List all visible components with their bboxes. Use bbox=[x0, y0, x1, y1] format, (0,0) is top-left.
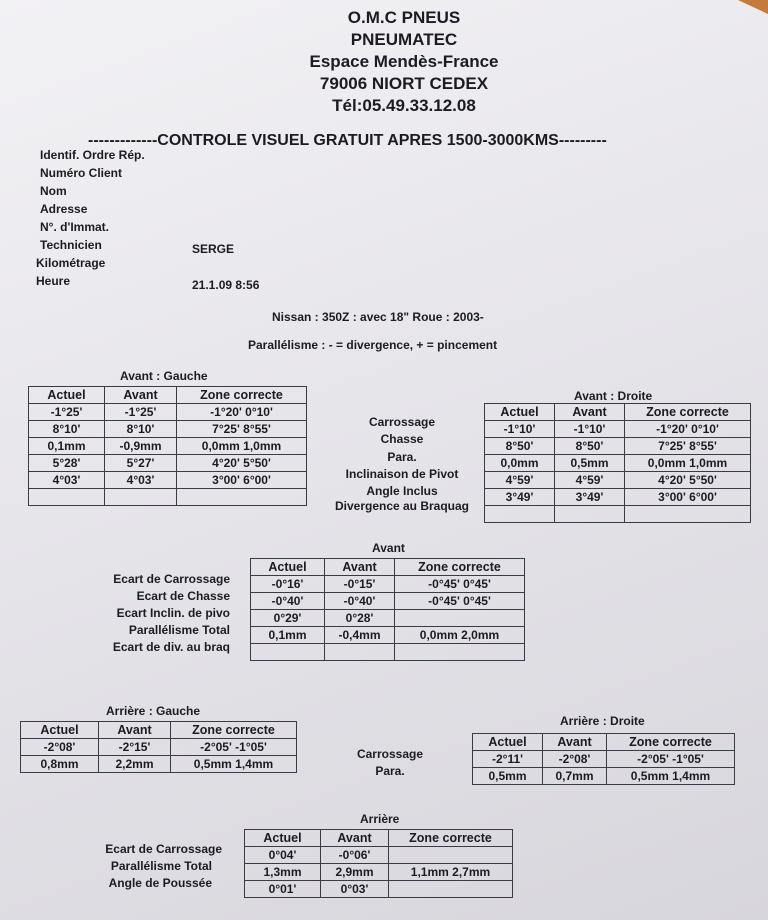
rear-diff-label-total-toe: Parallélisme Total bbox=[110, 859, 212, 873]
table-cell: -2°08' bbox=[21, 739, 99, 756]
table-cell: 1,3mm bbox=[245, 864, 321, 881]
table-cell: 0°03' bbox=[321, 881, 389, 898]
table-row bbox=[473, 768, 735, 785]
table-cell: -0°15' bbox=[325, 576, 395, 593]
table-cell: 4°59' bbox=[555, 472, 625, 489]
rear-diff-label-camber: Ecart de Carrossage bbox=[105, 842, 222, 856]
table-cell: 4°20' 5°50' bbox=[177, 455, 307, 472]
table-row bbox=[485, 472, 751, 489]
front-left-table bbox=[28, 386, 307, 506]
table-header-row bbox=[29, 387, 307, 404]
table-cell bbox=[395, 644, 525, 661]
field-label-name: Nom bbox=[40, 184, 67, 198]
company-name: O.M.C PNEUS bbox=[347, 8, 461, 27]
table-cell: -1°25' bbox=[29, 404, 105, 421]
table-cell: 0,0mm 1,0mm bbox=[625, 455, 751, 472]
table-row bbox=[485, 489, 751, 506]
table-cell: -0°45' 0°45' bbox=[395, 593, 525, 610]
table-cell: 0,8mm bbox=[21, 756, 99, 773]
vehicle-info: Nissan : 350Z : avec 18" Roue : 2003- bbox=[272, 310, 484, 324]
table-cell: 7°25' 8°55' bbox=[625, 438, 751, 455]
table-row bbox=[251, 593, 525, 610]
table-row bbox=[485, 438, 751, 455]
front-diff-label-steer: Ecart de div. au braq bbox=[112, 640, 230, 654]
rear-left-title: Arrière : Gauche bbox=[106, 704, 201, 718]
table-cell: 8°10' bbox=[105, 421, 177, 438]
table-cell: 0,5mm bbox=[473, 768, 543, 785]
front-diff-label-caster: Ecart de Chasse bbox=[136, 589, 230, 603]
front-label-steer-divergence: Divergence au Braquag bbox=[334, 499, 470, 513]
table-cell: -0,4mm bbox=[325, 627, 395, 644]
table-row bbox=[29, 421, 307, 438]
table-cell: -1°20' 0°10' bbox=[177, 404, 307, 421]
table-cell: -2°11' bbox=[473, 751, 543, 768]
rear-diff-title: Arrière bbox=[360, 812, 400, 826]
parallelism-note: Parallélisme : - = divergence, + = pincement bbox=[248, 338, 498, 352]
table-cell: 2,2mm bbox=[99, 756, 171, 773]
table-header-row bbox=[485, 404, 751, 421]
column-header-zone: Zone correcte bbox=[389, 830, 513, 847]
table-cell bbox=[555, 506, 625, 523]
table-row bbox=[245, 881, 513, 898]
rear-diff-rows bbox=[245, 847, 513, 898]
front-diff-rows bbox=[251, 576, 525, 661]
table-cell: 5°28' bbox=[29, 455, 105, 472]
table-cell: 0°01' bbox=[245, 881, 321, 898]
technician-value: SERGE bbox=[192, 242, 235, 256]
table-cell: 0,0mm 1,0mm bbox=[177, 438, 307, 455]
table-cell: -2°08' bbox=[543, 751, 607, 768]
table-row bbox=[29, 438, 307, 455]
table-row bbox=[251, 627, 525, 644]
table-cell: -0°45' 0°45' bbox=[395, 576, 525, 593]
table-cell: 3°00' 6°00' bbox=[177, 472, 307, 489]
field-label-client: Numéro Client bbox=[40, 166, 123, 180]
column-header-before: Avant bbox=[543, 734, 607, 751]
table-cell bbox=[251, 644, 325, 661]
field-label-mileage: Kilométrage bbox=[36, 256, 106, 270]
table-row bbox=[21, 739, 297, 756]
table-row bbox=[29, 404, 307, 421]
table-row bbox=[485, 421, 751, 438]
table-row bbox=[485, 506, 751, 523]
table-cell: 0,0mm bbox=[485, 455, 555, 472]
front-diff-label-kingpin: Ecart Inclin. de pivo bbox=[116, 606, 230, 620]
rear-label-camber: Carrossage bbox=[356, 747, 424, 761]
table-cell bbox=[625, 506, 751, 523]
table-cell: 0°29' bbox=[251, 610, 325, 627]
table-cell: -1°10' bbox=[555, 421, 625, 438]
table-cell: 8°50' bbox=[555, 438, 625, 455]
table-header-row bbox=[251, 559, 525, 576]
table-cell: 0,5mm bbox=[555, 455, 625, 472]
column-header-actual: Actuel bbox=[485, 404, 555, 421]
table-cell: 8°10' bbox=[29, 421, 105, 438]
column-header-before: Avant bbox=[325, 559, 395, 576]
front-left-rows bbox=[29, 404, 307, 506]
table-cell bbox=[325, 644, 395, 661]
table-cell: -0°06' bbox=[321, 847, 389, 864]
table-cell: 0,1mm bbox=[29, 438, 105, 455]
front-diff-table bbox=[250, 558, 525, 661]
column-header-before: Avant bbox=[555, 404, 625, 421]
table-cell bbox=[395, 610, 525, 627]
table-cell bbox=[177, 489, 307, 506]
table-cell: 3°49' bbox=[555, 489, 625, 506]
table-cell: 4°03' bbox=[29, 472, 105, 489]
table-cell: 7°25' 8°55' bbox=[177, 421, 307, 438]
table-row bbox=[473, 751, 735, 768]
table-cell: -0°40' bbox=[325, 593, 395, 610]
front-right-title: Avant : Droite bbox=[574, 389, 653, 403]
table-cell: 4°20' 5°50' bbox=[625, 472, 751, 489]
field-label-plate: N°. d'Immat. bbox=[40, 220, 109, 234]
table-cell: 2,9mm bbox=[321, 864, 389, 881]
table-cell: 0,0mm 2,0mm bbox=[395, 627, 525, 644]
column-header-actual: Actuel bbox=[473, 734, 543, 751]
table-cell: -2°05' -1°05' bbox=[171, 739, 297, 756]
table-row bbox=[251, 576, 525, 593]
front-label-camber: Carrossage bbox=[368, 415, 436, 429]
table-cell bbox=[389, 881, 513, 898]
table-cell: -1°10' bbox=[485, 421, 555, 438]
table-row bbox=[251, 610, 525, 627]
rear-left-table bbox=[20, 721, 297, 773]
rear-right-rows bbox=[473, 751, 735, 785]
table-row bbox=[245, 847, 513, 864]
front-left-title: Avant : Gauche bbox=[120, 369, 208, 383]
table-cell: -2°15' bbox=[99, 739, 171, 756]
table-cell: 5°27' bbox=[105, 455, 177, 472]
table-header-row bbox=[473, 734, 735, 751]
front-right-rows bbox=[485, 421, 751, 523]
table-cell: 0,5mm 1,4mm bbox=[171, 756, 297, 773]
table-cell: -1°25' bbox=[105, 404, 177, 421]
table-cell bbox=[389, 847, 513, 864]
field-label-technician: Technicien bbox=[40, 238, 102, 252]
rear-diff-label-thrust-angle: Angle de Poussée bbox=[108, 876, 212, 890]
table-cell bbox=[105, 489, 177, 506]
rear-label-toe: Para. bbox=[375, 764, 405, 778]
table-cell: 1,1mm 2,7mm bbox=[389, 864, 513, 881]
table-cell: 3°00' 6°00' bbox=[625, 489, 751, 506]
table-cell: -2°05' -1°05' bbox=[607, 751, 735, 768]
column-header-before: Avant bbox=[99, 722, 171, 739]
table-cell: -0°16' bbox=[251, 576, 325, 593]
time-value: 21.1.09 8:56 bbox=[192, 278, 260, 292]
table-cell: 4°03' bbox=[105, 472, 177, 489]
table-row bbox=[29, 489, 307, 506]
table-cell: 4°59' bbox=[485, 472, 555, 489]
rear-right-table bbox=[472, 733, 735, 785]
front-diff-label-camber: Ecart de Carrossage bbox=[113, 572, 230, 586]
table-header-row bbox=[21, 722, 297, 739]
field-label-time: Heure bbox=[36, 274, 71, 288]
front-diff-title: Avant bbox=[372, 541, 405, 555]
column-header-zone: Zone correcte bbox=[171, 722, 297, 739]
table-cell: 0,5mm 1,4mm bbox=[607, 768, 735, 785]
column-header-zone: Zone correcte bbox=[177, 387, 307, 404]
field-label-address: Adresse bbox=[40, 202, 88, 216]
column-header-zone: Zone correcte bbox=[607, 734, 735, 751]
table-cell bbox=[29, 489, 105, 506]
table-row bbox=[21, 756, 297, 773]
column-header-actual: Actuel bbox=[245, 830, 321, 847]
front-label-kingpin: Inclinaison de Pivot bbox=[345, 467, 459, 481]
field-label-order: Identif. Ordre Rép. bbox=[40, 148, 145, 162]
paper-corner bbox=[738, 0, 768, 14]
table-cell: 0,7mm bbox=[543, 768, 607, 785]
table-cell: 8°50' bbox=[485, 438, 555, 455]
front-diff-label-total-toe: Parallélisme Total bbox=[128, 623, 230, 637]
table-cell: -0,9mm bbox=[105, 438, 177, 455]
table-cell: -1°20' 0°10' bbox=[625, 421, 751, 438]
table-header-row bbox=[245, 830, 513, 847]
street-address: Espace Mendès-France bbox=[309, 52, 499, 71]
column-header-actual: Actuel bbox=[21, 722, 99, 739]
column-header-zone: Zone correcte bbox=[625, 404, 751, 421]
front-label-included-angle: Angle Inclus bbox=[366, 484, 438, 498]
column-header-before: Avant bbox=[321, 830, 389, 847]
front-label-toe: Para. bbox=[387, 450, 417, 464]
table-row bbox=[29, 472, 307, 489]
front-right-table bbox=[484, 403, 751, 523]
city-address: 79006 NIORT CEDEX bbox=[319, 74, 489, 93]
rear-left-rows bbox=[21, 739, 297, 773]
column-header-actual: Actuel bbox=[251, 559, 325, 576]
table-cell: -0°40' bbox=[251, 593, 325, 610]
table-row bbox=[29, 455, 307, 472]
phone-number: Tél:05.49.33.12.08 bbox=[332, 96, 476, 115]
rear-diff-table bbox=[244, 829, 513, 898]
table-cell: 0°28' bbox=[325, 610, 395, 627]
table-row bbox=[251, 644, 525, 661]
table-cell: 3°49' bbox=[485, 489, 555, 506]
rear-right-title: Arrière : Droite bbox=[560, 714, 645, 728]
table-cell: 0°04' bbox=[245, 847, 321, 864]
column-header-actual: Actuel bbox=[29, 387, 105, 404]
table-row bbox=[245, 864, 513, 881]
table-cell bbox=[485, 506, 555, 523]
column-header-before: Avant bbox=[105, 387, 177, 404]
table-cell: 0,1mm bbox=[251, 627, 325, 644]
document-title: -------------CONTROLE VISUEL GRATUIT APRES 1500-3000KMS--------- bbox=[88, 132, 607, 149]
column-header-zone: Zone correcte bbox=[395, 559, 525, 576]
table-row bbox=[485, 455, 751, 472]
front-label-caster: Chasse bbox=[380, 432, 424, 446]
brand-name: PNEUMATEC bbox=[350, 30, 458, 49]
